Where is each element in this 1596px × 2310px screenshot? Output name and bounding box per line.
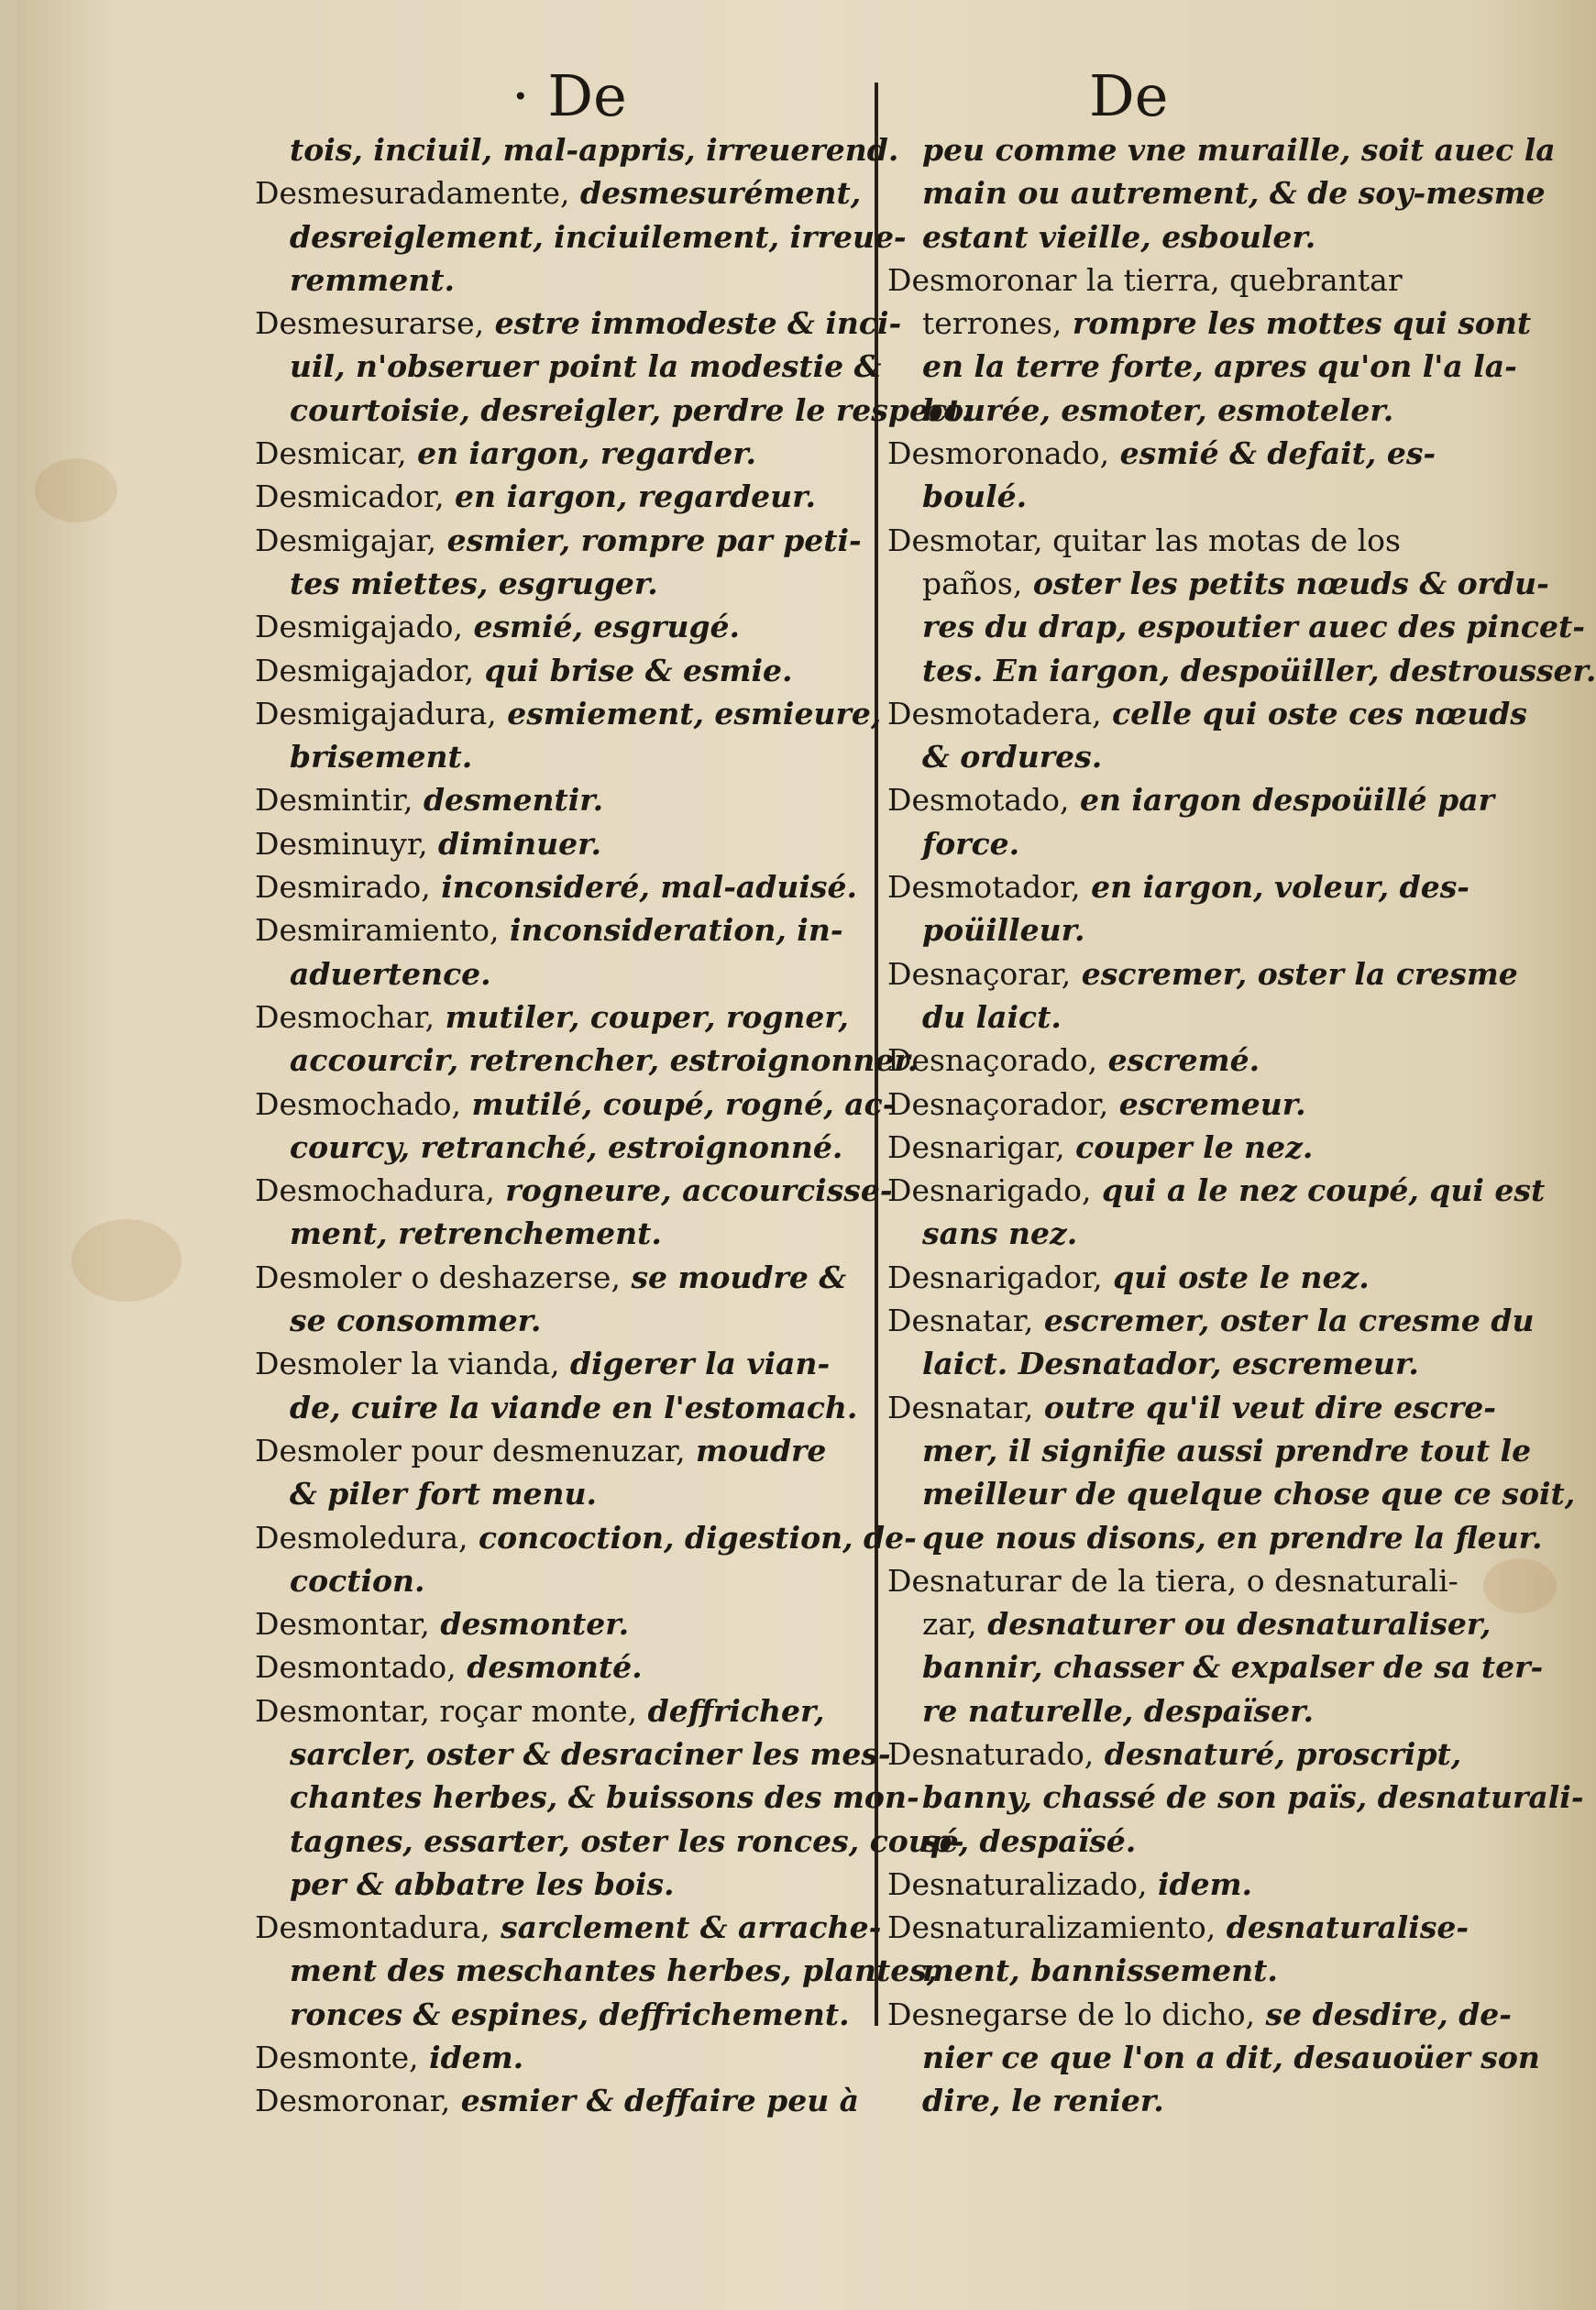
foxing-stain <box>72 1219 182 1302</box>
headword: Desmochadura, <box>255 1172 495 1209</box>
entry-line <box>887 735 1492 778</box>
headword: Desnaçorador, <box>887 1085 1109 1122</box>
entry-line <box>887 258 1492 302</box>
entry-line <box>255 1169 893 1212</box>
definition-text: escremer, oster la cresme <box>1071 955 1518 992</box>
definition-text: desmonter. <box>429 1606 630 1643</box>
definition-text: en la terre forte, apres qu'on l'a la- <box>922 348 1517 385</box>
entry-line <box>887 908 1492 952</box>
entry-line <box>255 1689 860 1732</box>
entry-line <box>255 735 860 778</box>
entry-line <box>887 1559 1492 1602</box>
entry-line <box>255 345 882 388</box>
entry-line <box>255 1645 860 1688</box>
entry-line <box>255 171 860 214</box>
headword: Desmotado, <box>887 782 1070 819</box>
headword: Desmoronar la tierra, quebrantar <box>887 261 1403 298</box>
definition-text: rompre les mottes qui sont <box>1062 305 1532 342</box>
headword: Desmonte, <box>255 2040 419 2076</box>
headword: Desmoronado, <box>887 435 1110 472</box>
definition-text: courtoisie, desreigler, perdre le respect. <box>290 391 972 428</box>
definition-text: du laict. <box>922 998 1062 1035</box>
entry-line <box>887 1516 1543 1559</box>
entry-line <box>255 1126 860 1169</box>
entry-line <box>887 562 1549 605</box>
headword: Desnaturalizamiento, <box>887 1909 1216 1946</box>
entry-line <box>887 519 1492 562</box>
definition-text: re naturelle, despaïser. <box>922 1692 1314 1729</box>
entry-line <box>887 1256 1492 1299</box>
definition-text: que nous disons, en prendre la fleur. <box>922 1519 1543 1556</box>
definition-text: couper le nez. <box>1064 1128 1314 1165</box>
entry-line <box>887 1299 1535 1342</box>
definition-text: meilleur de quelque chose que ce soit, <box>922 1476 1576 1512</box>
entry-line <box>887 2036 1540 2079</box>
definition-text: inconsideration, in- <box>499 912 843 949</box>
headword: Desmoledura, <box>255 1519 468 1556</box>
definition-text: uil, n'obseruer point la modestie & <box>290 348 882 385</box>
headword: Desnarigar, <box>887 1128 1065 1165</box>
definition-text: desnaturer ou desnaturaliser, <box>976 1606 1491 1643</box>
entry-line <box>887 389 1492 432</box>
entry-line <box>255 128 899 171</box>
definition-text: de, cuire la viande en l'estomach. <box>290 1389 858 1425</box>
headword: Desmontar, <box>255 1606 430 1643</box>
entry-line <box>887 128 1556 171</box>
definition-text: se moudre & <box>620 1259 847 1295</box>
definition-text: esmier & deffaire peu à <box>450 2083 860 2119</box>
definition-text: peu comme vne muraille, soit auec la <box>922 132 1556 168</box>
definition-text: estant vieille, esbouler. <box>922 218 1316 255</box>
headword: Desnaçorado, <box>887 1042 1098 1079</box>
entry-line <box>255 1083 896 1126</box>
definition-text: banny, chassé de son païs, desnaturali- <box>922 1779 1584 1816</box>
entry-line <box>255 562 860 605</box>
definition-text: inconsideré, mal-aduisé. <box>430 869 857 906</box>
entry-line <box>255 822 860 865</box>
entry-line <box>255 475 860 518</box>
definition-text: sé, despaïsé. <box>922 1822 1137 1859</box>
headword: Desnatar, <box>887 1303 1034 1339</box>
running-head-right: De <box>1089 62 1169 129</box>
headword: Desmigajadura, <box>255 695 497 732</box>
definition-text: desmentir. <box>413 782 604 819</box>
definition-text: en iargon, regarder. <box>406 435 757 472</box>
entry-line <box>255 302 902 345</box>
entry-line <box>887 1039 1492 1082</box>
definition-text: esmié & defait, es- <box>1109 435 1436 472</box>
definition-text: mutilé, coupé, rogné, ac- <box>460 1085 896 1122</box>
entry-line <box>255 1342 860 1385</box>
entry-line <box>255 996 860 1039</box>
entry-line <box>887 1472 1576 1515</box>
entry-line <box>887 1429 1532 1472</box>
foxing-stain <box>1483 1558 1557 1613</box>
entry-line <box>887 996 1492 1039</box>
entry-line <box>887 302 1532 345</box>
definition-text: en iargon, regardeur. <box>444 478 817 515</box>
entry-line <box>255 2036 860 2079</box>
entry-line <box>255 1516 917 1559</box>
definition-text: chantes herbes, & buissons des mon- <box>290 1779 919 1816</box>
entry-line <box>255 1949 938 1992</box>
definition-text: brisement. <box>290 739 473 776</box>
entry-line <box>255 1299 860 1342</box>
entry-line <box>255 519 860 562</box>
headword: Desmontar, roçar monte, <box>255 1692 638 1729</box>
definition-text: desmonté. <box>456 1649 643 1686</box>
entry-line <box>255 865 860 908</box>
entry-line <box>255 1602 860 1645</box>
definition-text: bannir, chasser & expalser de sa ter- <box>922 1649 1544 1686</box>
headword: Desmirado, <box>255 869 431 906</box>
entry-line <box>887 1386 1496 1429</box>
entry-line <box>255 1039 919 1082</box>
headword: Desmicar, <box>255 435 407 472</box>
headword: Desminuyr, <box>255 825 428 862</box>
entry-line <box>887 1776 1584 1819</box>
headword: zar, <box>922 1606 977 1643</box>
headword: paños, <box>922 565 1023 601</box>
definition-text: oster les petits nœuds & ordu- <box>1022 565 1549 601</box>
definition-text: diminuer. <box>427 825 601 862</box>
definition-text: concoction, digestion, de- <box>468 1519 917 1556</box>
definition-text: desnaturalise- <box>1216 1909 1469 1946</box>
definition-text: aduertence. <box>290 955 491 992</box>
headword: Desmotar, quitar las motas de los <box>887 522 1401 558</box>
definition-text: rogneure, accourcisse- <box>494 1172 893 1209</box>
definition-text: res du drap, espoutier auec des pincet- <box>922 609 1585 645</box>
definition-text: bourée, esmoter, esmoteler. <box>922 391 1394 428</box>
definition-text: sarcler, oster & desraciner les mes- <box>290 1735 891 1772</box>
entry-line <box>255 1386 860 1429</box>
definition-text: ment des meschantes herbes, plantes, <box>290 1952 938 1989</box>
definition-text: digerer la vian- <box>559 1346 831 1382</box>
headword: Desmiramiento, <box>255 912 500 949</box>
definition-text: idem. <box>418 2040 524 2076</box>
headword: Desnaturado, <box>887 1735 1095 1772</box>
entry-line <box>255 432 860 475</box>
headword: Desmoler pour desmenuzar, <box>255 1432 686 1468</box>
headword: Desmoler la vianda, <box>255 1346 560 1382</box>
headword: Desmesuradamente, <box>255 175 570 212</box>
definition-text: en iargon, voleur, des- <box>1080 869 1469 906</box>
entry-line <box>255 1863 860 1906</box>
entry-line <box>887 865 1492 908</box>
entry-line <box>887 215 1492 258</box>
headword: Desmotador, <box>887 869 1081 906</box>
definition-text: qui brise & esmie. <box>474 652 793 688</box>
headword: Desmochado, <box>255 1085 461 1122</box>
definition-text: celle qui oste ces nœuds <box>1101 695 1527 732</box>
right-column <box>887 128 1596 2123</box>
entry-line <box>255 908 860 952</box>
running-head-left: · De <box>512 62 627 129</box>
definition-text: moudre <box>685 1432 827 1468</box>
entry-line <box>255 1429 860 1472</box>
entry-line <box>887 778 1492 821</box>
definition-text: esmier, rompre par peti- <box>436 522 862 558</box>
definition-text: esmié, esgrugé. <box>462 609 741 645</box>
definition-text: escremé. <box>1097 1042 1260 1079</box>
definition-text: idem. <box>1147 1865 1252 1902</box>
entry-line <box>887 649 1596 692</box>
entry-line <box>255 1776 919 1819</box>
definition-text: qui oste le nez. <box>1102 1259 1370 1295</box>
definition-text: tes miettes, esgruger. <box>290 565 658 601</box>
entry-line <box>887 432 1492 475</box>
entry-line <box>887 1169 1546 1212</box>
headword: Desnarigado, <box>887 1172 1092 1209</box>
headword: terrones, <box>922 305 1062 342</box>
definition-text: esmiement, esmieure, <box>496 695 882 732</box>
entry-line <box>887 1863 1492 1906</box>
entry-line <box>887 822 1492 865</box>
headword: Desmicador, <box>255 478 445 515</box>
entry-line <box>255 389 972 432</box>
entry-line <box>887 1689 1492 1732</box>
entry-line <box>887 1212 1492 1255</box>
entry-line <box>887 171 1546 214</box>
definition-text: desnaturé, proscript, <box>1094 1735 1462 1772</box>
definition-text: tagnes, essarter, oster les ronces, coup- <box>290 1822 964 1859</box>
entry-line <box>887 1993 1512 2036</box>
headword: Desnaçorar, <box>887 955 1072 992</box>
entry-line <box>887 605 1585 648</box>
entry-line <box>255 952 860 996</box>
headword: Desmochar, <box>255 998 435 1035</box>
entry-line <box>887 1602 1492 1645</box>
entry-line <box>887 2079 1492 2122</box>
definition-text: tois, inciuil, mal-appris, irreuerend. <box>290 132 899 168</box>
definition-text: ronces & espines, deffrichement. <box>290 1996 850 2032</box>
headword: Desmesurarse, <box>255 305 485 342</box>
entry-line <box>255 692 882 735</box>
entry-line <box>887 952 1518 996</box>
definition-text: dire, le renier. <box>922 2083 1164 2119</box>
definition-text: sans nez. <box>922 1216 1078 1252</box>
entry-line <box>255 258 860 302</box>
entry-line <box>255 778 860 821</box>
definition-text: nier ce que l'on a dit, desauoüer son <box>922 2040 1540 2076</box>
definition-text: deffricher, <box>637 1692 825 1729</box>
entry-line <box>255 1993 860 2036</box>
definition-text: poüilleur. <box>922 912 1085 949</box>
headword: Desmigajador, <box>255 652 475 688</box>
definition-text: se desdire, de- <box>1255 1996 1512 2032</box>
definition-text: coction. <box>290 1562 425 1599</box>
entry-line <box>255 1256 860 1299</box>
headword: Desmoronar, <box>255 2083 451 2119</box>
entry-line <box>887 692 1527 735</box>
entry-line <box>887 1949 1492 1992</box>
entry-line <box>255 1732 891 1776</box>
entry-line <box>255 1559 860 1602</box>
headword: Desmoler o deshazerse, <box>255 1259 621 1295</box>
definition-text: sarclement & arrache- <box>490 1909 882 1946</box>
definition-text: ment, bannissement. <box>922 1952 1278 1989</box>
entry-line <box>887 1645 1544 1688</box>
definition-text: force. <box>922 825 1020 862</box>
headword: Desnaturalizado, <box>887 1865 1148 1902</box>
entry-line <box>887 475 1492 518</box>
definition-text: & piler fort menu. <box>290 1476 598 1512</box>
definition-text: en iargon despoüillé par <box>1069 782 1494 819</box>
definition-text: boulé. <box>922 478 1028 515</box>
entry-line <box>887 1083 1492 1126</box>
entry-line <box>887 1342 1492 1385</box>
entry-line <box>255 1472 860 1515</box>
headword: Desnarigador, <box>887 1259 1103 1295</box>
definition-text: se consommer. <box>290 1303 542 1339</box>
definition-text: main ou autrement, & de soy-mesme <box>922 175 1546 212</box>
headword: Desnatar, <box>887 1389 1034 1425</box>
definition-text: mutiler, couper, rogner, <box>435 998 849 1035</box>
definition-text: escremer, oster la cresme du <box>1033 1303 1535 1339</box>
entry-line <box>255 1212 860 1255</box>
entry-line <box>887 345 1517 388</box>
definition-text: remment. <box>290 261 455 298</box>
headword: Desnaturar de la tiera, o desnaturali- <box>887 1562 1458 1599</box>
definition-text: escremeur. <box>1108 1085 1306 1122</box>
definition-text: courcy, retranché, estroignonné. <box>290 1128 843 1165</box>
definition-text: desreiglement, inciuilement, irreue- <box>290 218 907 255</box>
entry-line <box>255 215 907 258</box>
entry-line <box>255 649 860 692</box>
headword: Desmontado, <box>255 1649 457 1686</box>
dictionary-page <box>17 0 1596 2310</box>
definition-text: outre qu'il veut dire escre- <box>1033 1389 1496 1425</box>
headword: Desmintir, <box>255 782 413 819</box>
definition-text: ment, retrenchement. <box>290 1216 662 1252</box>
headword: Desmotadera, <box>887 695 1102 732</box>
entry-line <box>887 1732 1492 1776</box>
headword: Desnegarse de lo dicho, <box>887 1996 1256 2032</box>
entry-line <box>255 1820 964 1863</box>
headword: Desmigajar, <box>255 522 437 558</box>
entry-line <box>255 1906 882 1949</box>
headword: Desmontadura, <box>255 1909 490 1946</box>
definition-text: desmesurément, <box>569 175 862 212</box>
definition-text: qui a le nez coupé, qui est <box>1091 1172 1546 1209</box>
entry-line <box>887 1820 1492 1863</box>
headword: Desmigajado, <box>255 609 463 645</box>
entry-line <box>255 605 860 648</box>
definition-text: mer, il signifie aussi prendre tout le <box>922 1432 1532 1468</box>
definition-text: tes. En iargon, despoüiller, destrousser. <box>922 652 1596 688</box>
entry-line <box>887 1906 1492 1949</box>
foxing-stain <box>35 458 117 522</box>
definition-text: & ordures. <box>922 739 1103 776</box>
entry-line <box>255 2079 860 2122</box>
definition-text: laict. Desnatador, escremeur. <box>922 1346 1419 1382</box>
definition-text: estre immodeste & inci- <box>484 305 902 342</box>
definition-text: accourcir, retrencher, estroignonner. <box>290 1042 919 1079</box>
entry-line <box>887 1126 1492 1169</box>
definition-text: per & abbatre les bois. <box>290 1865 675 1902</box>
